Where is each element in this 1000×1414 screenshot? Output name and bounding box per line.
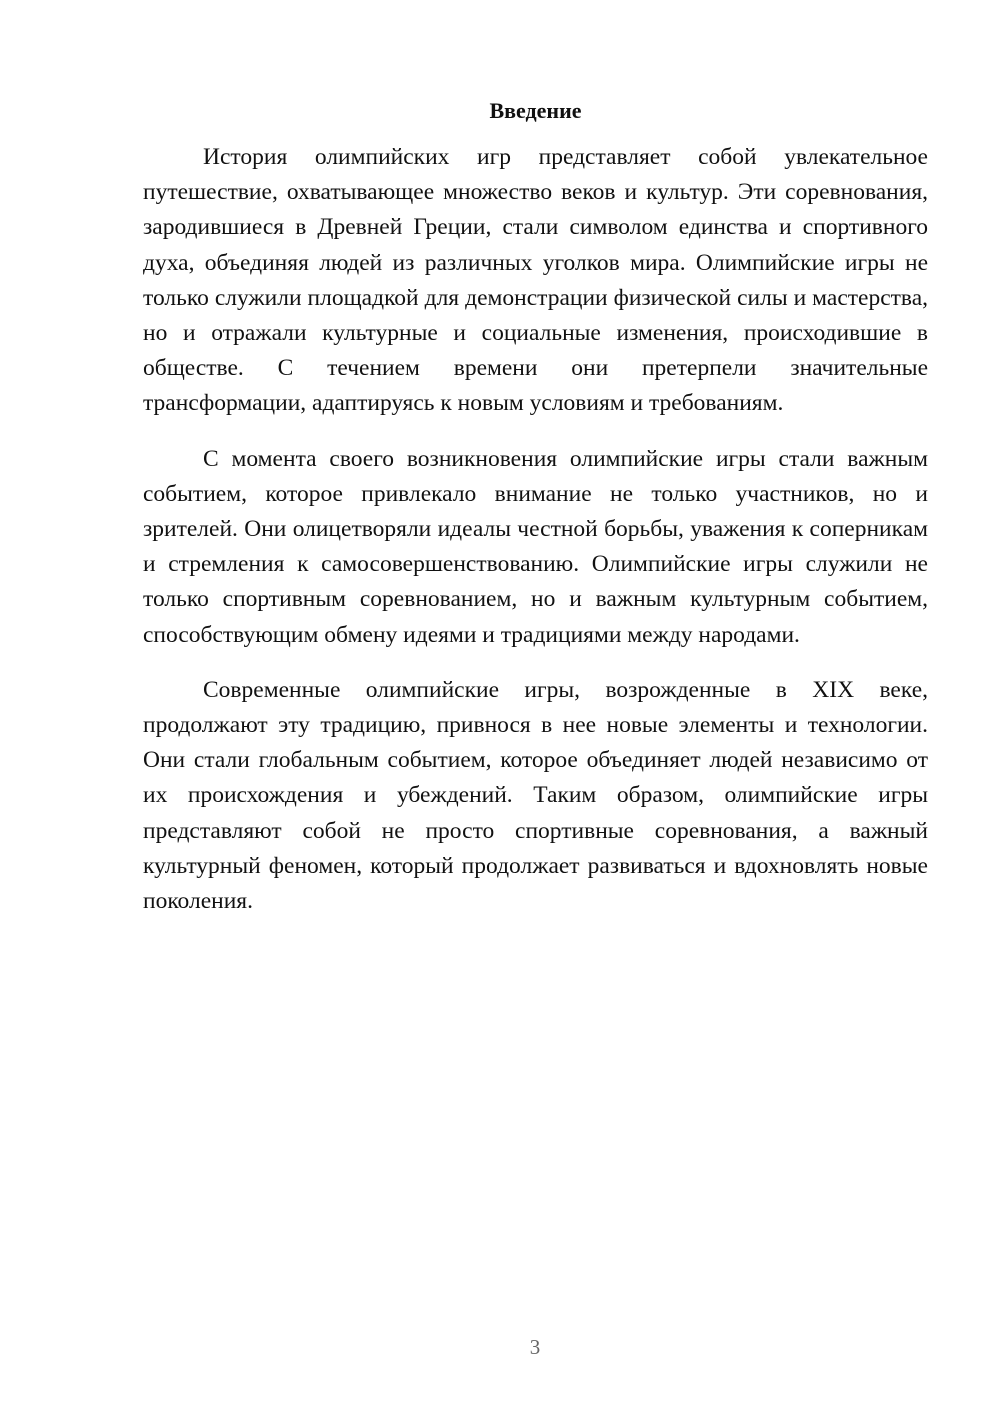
- section-title: Введение: [489, 98, 582, 123]
- page-number: 3: [529, 1335, 541, 1359]
- paragraph-2: С момента своего возникновения олимпийские игры стали важным событием, которое привлекало внимание не только участников, но и зрителей. Они олицетворяли идеалы честной борьбы, уважения к соперникам и стремления к самосовершенствованию. Олимпийские игры служили не только спортивным соревнованием, но и важным культурным событием, способствующим обмену идеями и традициями между народами.: [143, 445, 928, 648]
- paragraph-1: История олимпийских игр представляет собой увлекательное путешествие, охватывающее множество веков и культур. Эти соревнования, зародившиеся в Древней Греции, стали символом единства и спортивного духа, объединяя людей из различных уголков мира. Олимпийские игры не только служили площадкой для демонстрации физической силы и мастерства, но и отражали культурные и социальные изменения, происходившие в обществе. С течением времени они претерпели значительные трансформации, адаптируясь к новым условиям и требованиям.: [143, 144, 928, 417]
- paragraph-3: Современные олимпийские игры, возрожденные в XIX веке, продолжают эту традицию, привнося в нее новые элементы и технологии. Они стали глобальным событием, которое объединяет людей независимо от их происхождения и убеждений. Таким образом, олимпийские игры представляют собой не просто спортивные соревнования, а важный культурный феномен, который продолжает развиваться и вдохновлять новые поколения.: [143, 676, 928, 915]
- page-content: [143, 96, 928, 939]
